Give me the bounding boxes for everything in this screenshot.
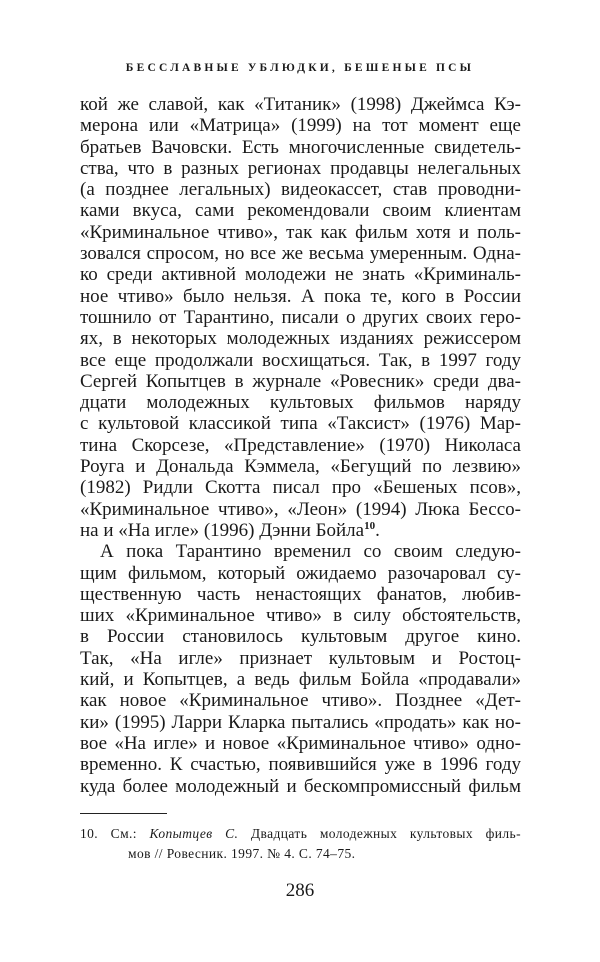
footnote-line-1 — [80, 824, 521, 844]
footnote — [80, 824, 521, 864]
footnote-rule — [80, 813, 167, 814]
text-line: ко среди активной молодежи не знать «Криминаль- — [80, 264, 521, 286]
text-line: щественную часть ненастоящих фанатов, любив- — [80, 583, 521, 605]
text-line: ки» (1995) Ларри Кларка пытались «продать» как но- — [80, 711, 521, 733]
text-line: братьев Вачовски. Есть многочисленные свидетель- — [80, 136, 521, 158]
text-line: (а позднее легальных) видеокассет, став проводни- — [80, 179, 521, 201]
text-line: куда более молодежный и бескомпромиссный фильм — [80, 775, 521, 797]
text-line: вое «На игле» и новое «Криминальное чтиво» одно- — [80, 732, 521, 754]
text-line: «Криминальное чтиво», «Леон» (1994) Люка Бессо- — [80, 498, 521, 520]
text-line: зовался спросом, но все же весьма умеренным. Одна- — [80, 243, 521, 265]
text-line: ства, что в разных регионах продавцы нелегальных — [80, 157, 521, 179]
footnote-title: Двадцать молодежных культовых филь- — [250, 826, 521, 841]
text-line: с культовой классикой типа «Таксист» (1976) Мар- — [80, 413, 521, 435]
footnote-author: Копытцев С. — [149, 826, 239, 841]
line-end: . — [375, 519, 380, 541]
body-text — [80, 94, 521, 797]
text-line: все еще продолжали восхищаться. Так, в 1997 году — [80, 349, 521, 371]
text-line: в России становилось культовым другое кино. — [80, 626, 521, 648]
text-line: тина Скорсезе, «Представление» (1970) Николаса — [80, 434, 521, 456]
text-line: ное чтиво» было нельзя. А пока те, кого в России — [80, 285, 521, 307]
text-line: А пока Тарантино временил со своим следую- — [100, 541, 521, 563]
text-line: как новое «Криминальное чтиво». Позднее «Дет- — [80, 690, 521, 712]
footnote-number: 10. См.: — [80, 826, 137, 841]
line-text: на и «На игле» (1996) Дэнни Бойла — [80, 519, 365, 541]
paragraph-2 — [80, 541, 521, 797]
text-line: ях, в некоторых молодежных изданиях режиссером — [80, 328, 521, 350]
text-line: мерона или «Матрица» (1999) на тот момент еще — [80, 115, 521, 137]
text-line: кий, и Копытцев, а ведь фильм Бойла «продавали» — [80, 669, 521, 691]
text-line: ками вкуса, сами рекомендовали своим клиентам — [80, 200, 521, 222]
footnote-reference[interactable]: 10 — [364, 519, 376, 532]
text-line: «Криминальное чтиво», так как фильм хотя и поль- — [80, 221, 521, 243]
text-line: Сергей Копытцев в журнале «Ровесник» среди два- — [80, 370, 521, 392]
text-line: временно. К счастью, появившийся уже в 1996 году — [80, 754, 521, 776]
paragraph-1-last-line — [80, 520, 521, 541]
text-line: тошнило от Тарантино, писали о других своих геро- — [80, 306, 521, 328]
page-number: 286 — [285, 880, 315, 901]
text-line: (1982) Ридли Скотта писал про «Бешеных псов», — [80, 477, 521, 499]
text-line: Роуга и Дональда Кэммела, «Бегущий по лезвию» — [80, 456, 521, 478]
text-line: дцати молодежных культовых фильмов наряду — [80, 392, 521, 414]
text-line: ших «Криминальное чтиво» в силу обстоятельств, — [80, 605, 521, 627]
footnote-line-2: мов // Ровесник. 1997. № 4. С. 74–75. — [128, 846, 356, 861]
text-line: щим фильмом, который ожидаемо разочаровал су- — [80, 562, 521, 584]
text-line: Так, «На игле» признает культовым и Ростоц- — [80, 647, 521, 669]
running-header: БЕССЛАВНЫЕ УБЛЮДКИ, БЕШЕНЫЕ ПСЫ — [125, 62, 475, 74]
text-line: кой же славой, как «Титаник» (1998) Джеймса Кэ- — [80, 94, 521, 115]
paragraph-1 — [80, 94, 521, 520]
